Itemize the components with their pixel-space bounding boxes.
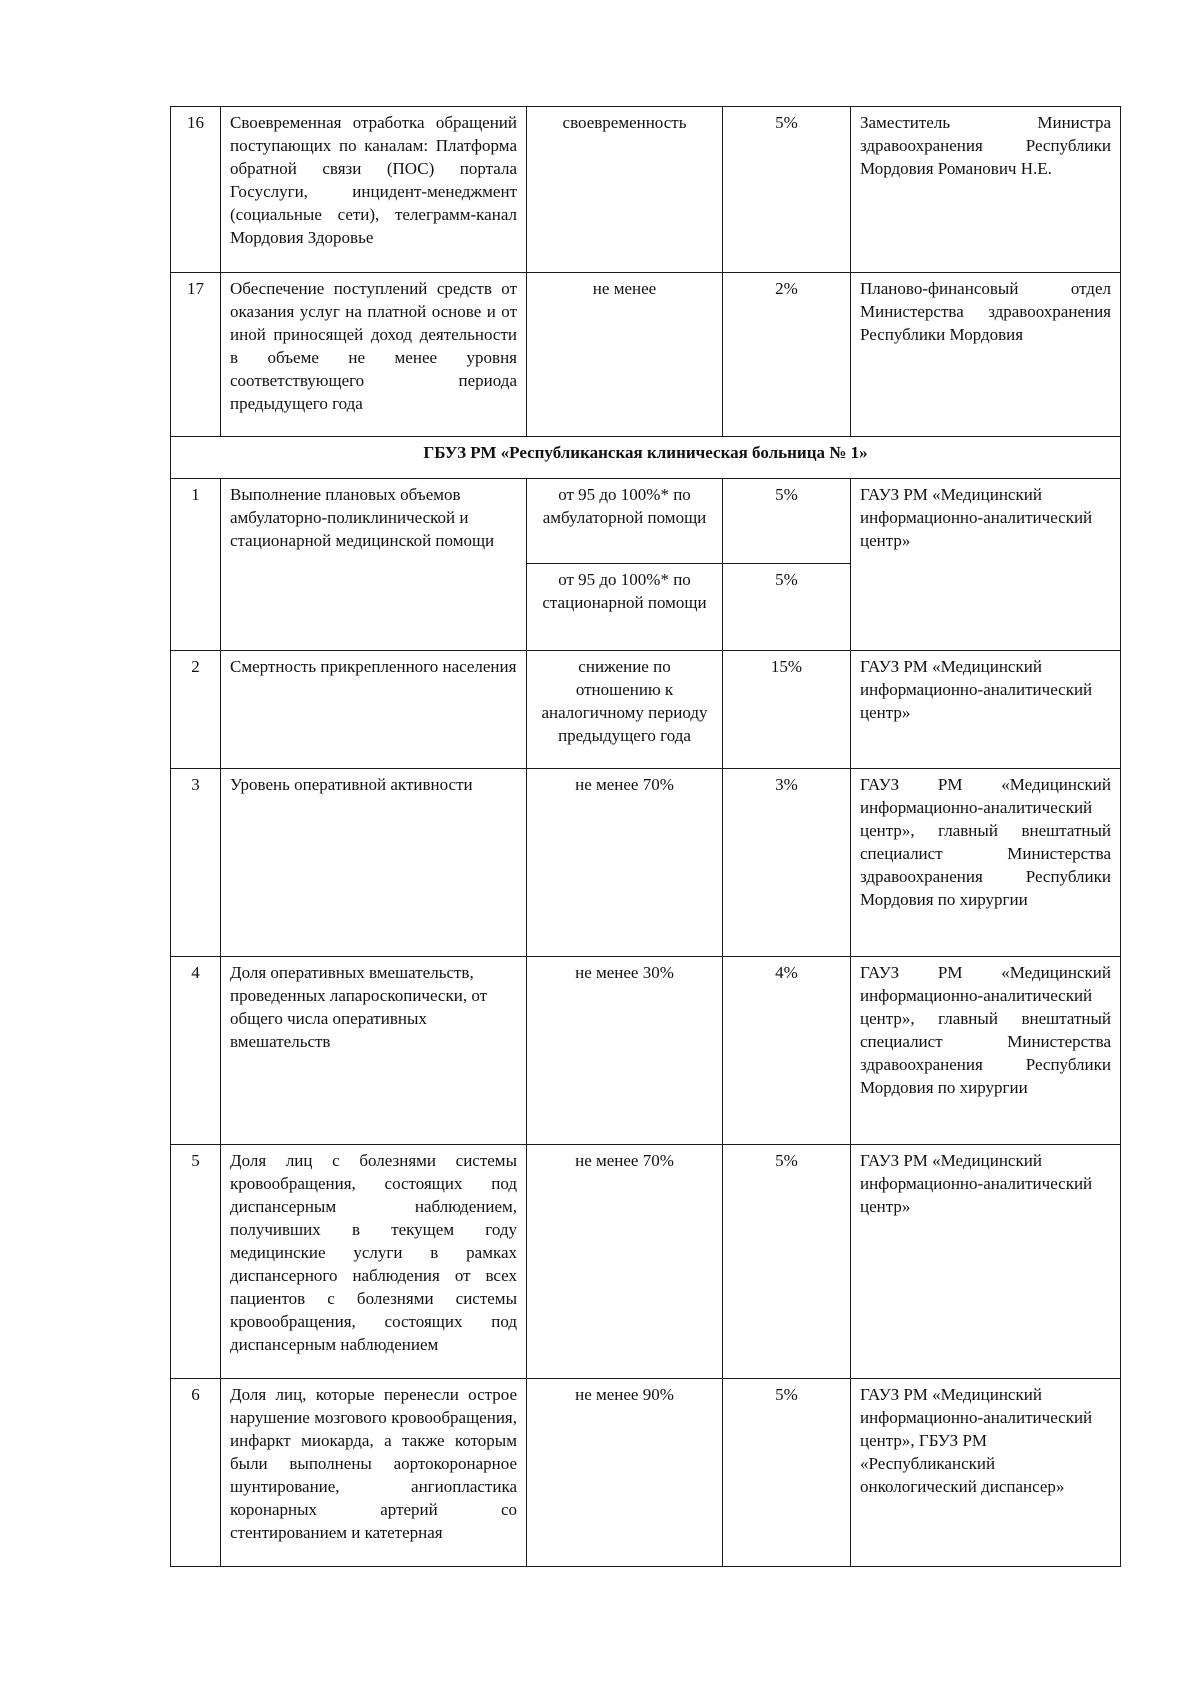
criterion-cell: не менее 70% [527,769,723,957]
indicator-cell: Выполнение плановых объемов амбулаторно-поликлинической и стационарной медицинской помощи [221,479,527,651]
criterion-cell: не менее 90% [527,1379,723,1567]
criterion-cell: от 95 до 100%* по амбулаторной помощи [527,479,723,564]
row-number: 4 [171,957,221,1145]
responsible-cell: Планово-финансовый отдел Министерства здравоохранения Республики Мордовия [851,273,1121,437]
table-row [171,479,1121,564]
table-row [171,651,1121,769]
indicator-cell: Смертность прикрепленного населения [221,651,527,769]
responsible-cell: ГАУЗ РМ «Медицинский информационно-аналитический центр» [851,479,1121,651]
row-number: 5 [171,1145,221,1379]
indicator-cell: Доля лиц с болезнями системы кровообращения, состоящих под диспансерным наблюдением, получивших в текущем году медицинские услуги в рамках диспансерного наблюдения от всех пациентов с болезнями системы кровообращения, состоящих под диспансерным наблюдением [221,1145,527,1379]
table-row [171,769,1121,957]
indicator-cell: Доля оперативных вмешательств, проведенных лапароскопически, от общего числа оперативных вмешательств [221,957,527,1145]
row-number: 6 [171,1379,221,1567]
table-row [171,1379,1121,1567]
indicator-cell: Доля лиц, которые перенесли острое нарушение мозгового кровообращения, инфаркт миокарда, а также которым были выполнены аортокоронарное шунтирование, ангиопластика коронарных артерий со стентированием и катетерная [221,1379,527,1567]
criterion-cell: не менее 30% [527,957,723,1145]
row-number: 3 [171,769,221,957]
weight-cell: 5% [723,564,851,651]
responsible-cell: ГАУЗ РМ «Медицинский информационно-аналитический центр», главный внештатный специалист Министерства здравоохранения Республики Мордовия по хирургии [851,769,1121,957]
table-row [171,273,1121,437]
criterion-cell: своевременность [527,107,723,273]
table-row [171,107,1121,273]
row-number: 17 [171,273,221,437]
indicator-cell: Обеспечение поступлений средств от оказания услуг на платной основе и от иной приносящей доход деятельности в объеме не менее уровня соответствующего периода предыдущего года [221,273,527,437]
row-number: 1 [171,479,221,651]
weight-cell: 5% [723,479,851,564]
weight-cell: 5% [723,107,851,273]
table-row [171,1145,1121,1379]
weight-cell: 3% [723,769,851,957]
responsible-cell: ГАУЗ РМ «Медицинский информационно-аналитический центр», главный внештатный специалист Министерства здравоохранения Республики Мордовия по хирургии [851,957,1121,1145]
responsible-cell: ГАУЗ РМ «Медицинский информационно-аналитический центр» [851,651,1121,769]
criterion-cell: не менее [527,273,723,437]
indicator-cell: Уровень оперативной активности [221,769,527,957]
row-number: 2 [171,651,221,769]
responsible-cell: ГАУЗ РМ «Медицинский информационно-аналитический центр», ГБУЗ РМ «Республиканский онкологический диспансер» [851,1379,1121,1567]
criterion-cell: от 95 до 100%* по стационарной помощи [527,564,723,651]
criterion-cell: снижение по отношению к аналогичному периоду предыдущего года [527,651,723,769]
indicator-cell: Своевременная отработка обращений поступающих по каналам: Платформа обратной связи (ПОС) портала Госуслуги, инцидент-менеджмент (социальные сети), телеграмм-канал Мордовия Здоровье [221,107,527,273]
responsible-cell: Заместитель Министра здравоохранения Республики Мордовия Романович Н.Е. [851,107,1121,273]
weight-cell: 4% [723,957,851,1145]
section-row [171,437,1121,479]
indicators-table [170,106,1121,1567]
row-number: 16 [171,107,221,273]
weight-cell: 2% [723,273,851,437]
section-title: ГБУЗ РМ «Республиканская клиническая больница № 1» [171,437,1121,479]
criterion-cell: не менее 70% [527,1145,723,1379]
weight-cell: 5% [723,1145,851,1379]
weight-cell: 15% [723,651,851,769]
responsible-cell: ГАУЗ РМ «Медицинский информационно-аналитический центр» [851,1145,1121,1379]
weight-cell: 5% [723,1379,851,1567]
table-row [171,957,1121,1145]
